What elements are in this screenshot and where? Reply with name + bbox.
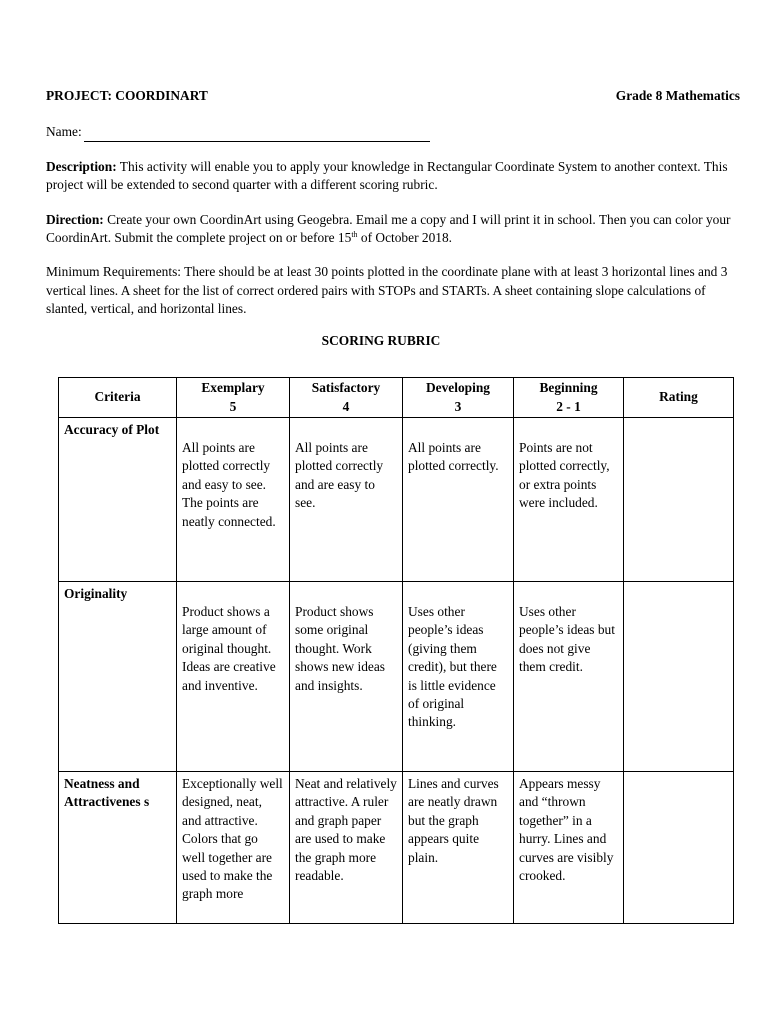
direction-text-end: of October 2018. (357, 230, 453, 246)
satisfactory-cell: Product shows some original thought. Work shows new ideas and insights. (290, 582, 403, 772)
satisfactory-cell: Neat and relatively attractive. A ruler and graph paper are used to make the graph more readable. (290, 772, 403, 924)
project-sheet (46, 87, 740, 350)
exemplary-cell-text: Exceptionally well designed, neat, and attractive. Colors that go well together are used to make the graph more (182, 776, 283, 902)
header (46, 87, 740, 105)
criteria-cell: Originality (59, 582, 177, 772)
header-developing (403, 378, 514, 418)
rating-cell[interactable] (624, 772, 734, 924)
header-rating (624, 378, 734, 418)
developing-cell: Uses other people’s ideas (giving them credit), but there is little evidence of original thinking. (403, 582, 514, 772)
developing-cell: All points are plotted correctly. (403, 418, 514, 582)
name-label: Name: (46, 124, 82, 140)
criteria-cell: Neatness and Attractivenes s (59, 772, 177, 924)
exemplary-cell (177, 772, 290, 924)
direction-paragraph (46, 211, 740, 248)
exemplary-cell: All points are plotted correctly and easy to see. The points are neatly connected. (177, 418, 290, 582)
beginning-cell: Uses other people’s ideas but does not give them credit. (514, 582, 624, 772)
description-text: This activity will enable you to apply your knowledge in Rectangular Coordinate System to another context. This project will be extended to second quarter with a different scoring rubric. (46, 158, 728, 193)
header-criteria (59, 378, 177, 418)
header-developing-score: 3 (454, 398, 462, 414)
header-developing-label: Developing (426, 380, 490, 396)
rubric-header-row (59, 378, 734, 418)
table-row (59, 418, 734, 582)
table-row (59, 582, 734, 772)
description-paragraph (46, 158, 740, 195)
header-exemplary-score: 5 (229, 398, 237, 414)
table-row (59, 772, 734, 924)
direction-label: Direction: (46, 211, 104, 227)
header-beginning-score: 2 - 1 (556, 398, 581, 414)
name-field (46, 123, 740, 141)
rating-cell[interactable] (624, 418, 734, 582)
header-exemplary-label: Exemplary (201, 380, 265, 396)
minimum-requirements: Minimum Requirements: There should be at least 30 points plotted in the coordinate plane with at least 3 horizontal lines and 3 vertical lines. A sheet for the list of correct ordered pairs with STOPs and STARTs. A sheet containing slope calculations of slanted, vertical, and horizontal lines. (46, 264, 728, 317)
header-beginning (514, 378, 624, 418)
beginning-cell: Points are not plotted correctly, or extra points were included. (514, 418, 624, 582)
grade-label: Grade 8 Mathematics (615, 88, 740, 103)
header-exemplary (177, 378, 290, 418)
developing-cell: Lines and curves are neatly drawn but the graph appears quite plain. (403, 772, 514, 924)
header-beginning-label: Beginning (539, 380, 598, 396)
project-title: PROJECT: COORDINART (46, 88, 208, 103)
scoring-rubric-table (58, 377, 734, 924)
header-satisfactory (290, 378, 403, 418)
exemplary-cell: Product shows a large amount of original thought. Ideas are creative and inventive. (177, 582, 290, 772)
satisfactory-cell: All points are plotted correctly and are easy to see. (290, 418, 403, 582)
direction-text: Create your own CoordinArt using Geogebra. Email me a copy and I will print it in school. Then you can color your CoordinArt. Submit the complete project on or before 15 (46, 211, 731, 246)
header-rating-label: Rating (659, 389, 698, 405)
rating-cell[interactable] (624, 582, 734, 772)
header-criteria-label: Criteria (94, 389, 141, 405)
beginning-cell: Appears messy and “thrown together” in a hurry. Lines and curves are visibly crooked. (514, 772, 624, 924)
name-blank-line[interactable] (84, 127, 430, 142)
criteria-cell: Accuracy of Plot (59, 418, 177, 582)
direction-superscript: th (351, 230, 358, 240)
rubric-title: SCORING RUBRIC (321, 332, 441, 348)
header-satisfactory-score: 4 (342, 398, 350, 414)
description-label: Description: (46, 158, 117, 174)
header-satisfactory-label: Satisfactory (311, 380, 381, 396)
